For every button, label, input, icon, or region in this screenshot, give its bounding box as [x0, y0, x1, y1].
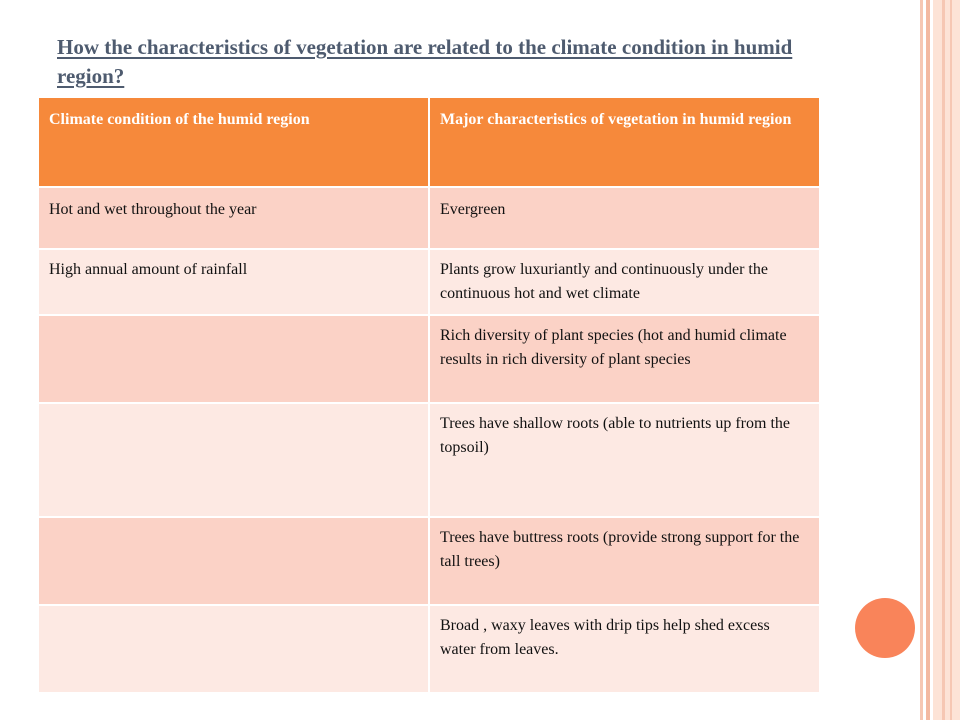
- decorative-circle: [855, 598, 915, 658]
- vegetation-cell: Plants grow luxuriantly and continuously under the continuous hot and wet climate: [429, 249, 820, 315]
- climate-cell: High annual amount of rainfall: [38, 249, 429, 315]
- slide-title: How the characteristics of vegetation are related to the climate condition in humid region?: [57, 35, 793, 88]
- header-vegetation-characteristics: Major characteristics of vegetation in humid region: [429, 97, 820, 187]
- vegetation-table: [37, 96, 821, 694]
- vegetation-cell: Trees have shallow roots (able to nutrients up from the topsoil): [429, 403, 820, 517]
- climate-cell: [38, 605, 429, 693]
- vegetation-cell: Rich diversity of plant species (hot and humid climate results in rich diversity of plant species: [429, 315, 820, 403]
- table-row: [38, 605, 820, 693]
- climate-cell: [38, 517, 429, 605]
- decorative-stripe: [933, 0, 960, 720]
- decorative-stripe: [942, 0, 945, 720]
- table-row: [38, 315, 820, 403]
- decorative-stripe: [926, 0, 930, 720]
- decorative-stripe: [920, 0, 923, 720]
- table-row: [38, 517, 820, 605]
- table-header-row: [38, 97, 820, 187]
- table-row: [38, 249, 820, 315]
- climate-cell: [38, 403, 429, 517]
- climate-cell: [38, 315, 429, 403]
- vegetation-cell: Evergreen: [429, 187, 820, 249]
- header-climate-condition: Climate condition of the humid region: [38, 97, 429, 187]
- climate-cell: Hot and wet throughout the year: [38, 187, 429, 249]
- table-row: [38, 187, 820, 249]
- vegetation-cell: Trees have buttress roots (provide strong support for the tall trees): [429, 517, 820, 605]
- vegetation-cell: Broad , waxy leaves with drip tips help shed excess water from leaves.: [429, 605, 820, 693]
- table-row: [38, 403, 820, 517]
- decorative-stripe: [950, 0, 952, 720]
